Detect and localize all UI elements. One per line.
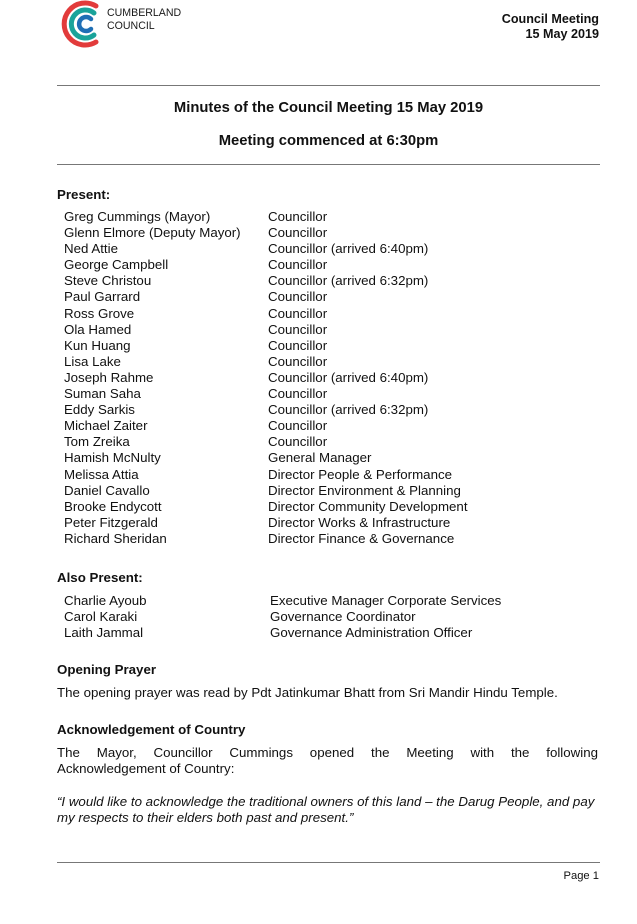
attendee-role: Councillor <box>268 321 328 337</box>
attendee-role: Councillor <box>268 209 328 224</box>
attendee-name: Charlie Ayoub <box>64 593 147 608</box>
attendee-name: Joseph Rahme <box>64 369 154 385</box>
attendee-name: Melissa Attia <box>64 466 139 482</box>
attendee-role: Councillor <box>268 434 328 450</box>
attendee-name: Richard Sheridan <box>64 530 167 546</box>
attendee-role: Director People & Performance <box>268 466 453 482</box>
attendee-role: Councillor <box>268 257 328 273</box>
attendee-role: Councillor (arrived 6:32pm) <box>268 273 429 289</box>
attendee-name: Laith Jammal <box>64 625 144 641</box>
header-meeting-date: 15 May 2019 <box>525 27 599 41</box>
attendee-role: General Manager <box>268 450 372 466</box>
attendee-name: Ned Attie <box>64 241 118 257</box>
attendee-name: Paul Garrard <box>64 289 141 305</box>
attendee-name: Steve Christou <box>64 273 152 289</box>
attendee-name: Peter Fitzgerald <box>64 514 158 530</box>
attendee-name: Hamish McNulty <box>64 450 161 466</box>
council-logo <box>56 0 108 48</box>
attendee-role: Councillor (arrived 6:40pm) <box>268 241 429 257</box>
attendee-name: Daniel Cavallo <box>64 482 150 498</box>
attendee-name: Tom Zreika <box>64 434 130 450</box>
header-meeting-info <box>502 12 599 42</box>
attendee-role: Governance Coordinator <box>270 609 416 625</box>
attendee-role: Director Finance & Governance <box>268 530 455 546</box>
top-divider <box>57 85 600 86</box>
opening-prayer-heading: Opening Prayer <box>57 662 157 677</box>
opening-prayer-text: The opening prayer was read by Pdt Jatinkumar Bhatt from Sri Mandir Hindu Temple. <box>57 685 558 700</box>
attendee-name: Ross Grove <box>64 305 135 321</box>
attendee-role: Director Environment & Planning <box>268 482 461 498</box>
attendee-role: Councillor (arrived 6:32pm) <box>268 402 429 418</box>
attendee-name: Eddy Sarkis <box>64 402 135 418</box>
attendee-name: Ola Hamed <box>64 321 132 337</box>
organisation-name <box>107 7 181 32</box>
attendee-role: Councillor <box>268 353 328 369</box>
attendee-name: Suman Saha <box>64 386 141 402</box>
attendee-name: Michael Zaiter <box>64 418 148 434</box>
attendee-role: Director Community Development <box>268 498 468 514</box>
attendee-name: Lisa Lake <box>64 353 121 369</box>
attendee-role: Councillor (arrived 6:40pm) <box>268 369 429 385</box>
attendee-role: Councillor <box>268 337 328 353</box>
attendee-name: Carol Karaki <box>64 609 138 625</box>
attendee-role: Director Works & Infrastructure <box>268 514 451 530</box>
attendee-role: Governance Administration Officer <box>270 625 473 641</box>
attendee-role: Councillor <box>268 418 328 434</box>
title-divider <box>57 164 600 165</box>
acknowledgement-intro-line1: The Mayor, Councillor Cummings opened the Meeting with the following <box>57 745 598 760</box>
acknowledgement-intro-line2: Acknowledgement of Country: <box>57 761 235 776</box>
page-subtitle: Meeting commenced at 6:30pm <box>218 133 439 149</box>
attendee-name: George Campbell <box>64 257 169 273</box>
footer-divider <box>57 862 600 863</box>
attendee-name: Greg Cummings (Mayor) <box>64 209 211 224</box>
organisation-name-line1: CUMBERLAND <box>107 7 182 19</box>
present-heading: Present: <box>57 187 111 202</box>
attendee-role: Councillor <box>268 225 328 241</box>
also-present-heading: Also Present: <box>57 570 143 585</box>
acknowledgement-quote: “I would like to acknowledge the traditional owners of this land – the Darug People, and pay my respects to their elders both past and present.” <box>57 794 595 826</box>
page-title: Minutes of the Council Meeting 15 May 2019 <box>173 100 484 116</box>
acknowledgement-heading: Acknowledgement of Country <box>57 722 246 737</box>
attendee-role: Councillor <box>268 305 328 321</box>
attendee-role: Councillor <box>268 289 328 305</box>
organisation-name-line2: COUNCIL <box>107 19 155 32</box>
attendee-role: Councillor <box>268 386 328 402</box>
header-meeting-label: Council Meeting <box>501 12 599 26</box>
page-number: Page 1 <box>563 870 599 882</box>
attendee-role: Executive Manager Corporate Services <box>270 593 502 608</box>
attendee-name: Glenn Elmore (Deputy Mayor) <box>64 225 241 241</box>
attendee-name: Kun Huang <box>64 337 131 353</box>
attendee-name: Brooke Endycott <box>64 498 162 514</box>
